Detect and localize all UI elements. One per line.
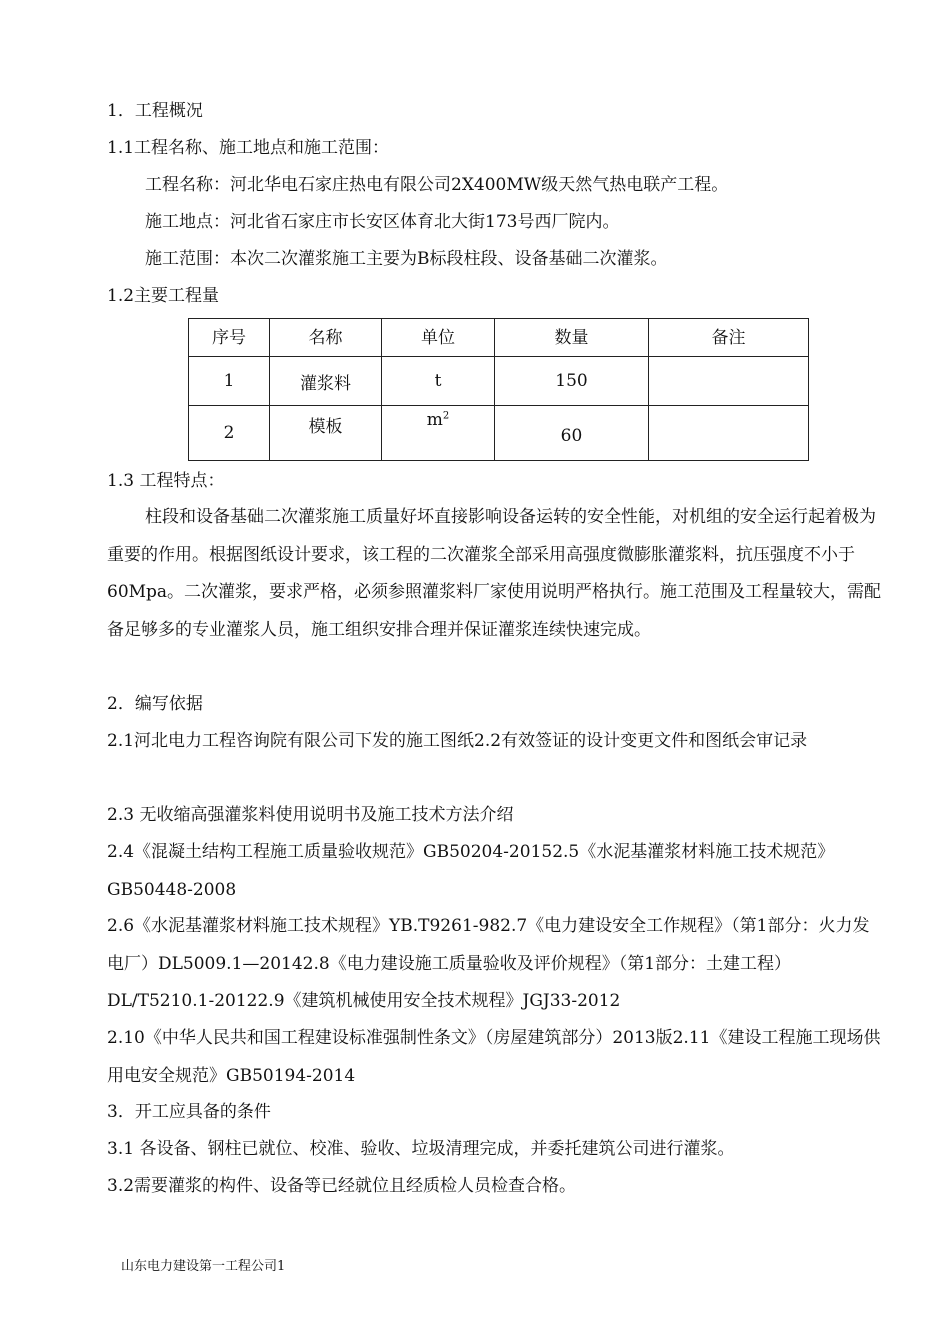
project-site: 施工地点：河北省石家庄市长安区体育北大街173号西厂院内。 <box>145 212 620 232</box>
table-row <box>189 406 809 461</box>
section-1-3-heading: 1.3 工程特点： <box>107 471 225 491</box>
table-header-row <box>189 319 809 357</box>
cell-note <box>649 406 809 461</box>
cell-name: 模板 <box>270 406 382 461</box>
section-2-heading: 2．编写依据 <box>107 694 203 714</box>
unit-text: t <box>434 371 442 391</box>
section-2-1-paragraph: 2.1河北电力工程咨询院有限公司下发的施工图纸2.2有效签证的设计变更文件和图纸会审记录 <box>107 731 808 751</box>
table-row <box>189 357 809 406</box>
header-no: 序号 <box>189 319 270 357</box>
cell-qty: 150 <box>495 357 649 406</box>
section-3-2-paragraph: 3.2需要灌浆的构件、设备等已经就位且经质检人员检查合格。 <box>107 1176 577 1196</box>
header-name: 名称 <box>270 319 382 357</box>
cell-note <box>649 357 809 406</box>
header-qty: 数量 <box>495 319 649 357</box>
project-name: 工程名称：河北华电石家庄热电有限公司2X400MW级天然气热电联产工程。 <box>145 175 729 195</box>
quantity-table <box>188 318 809 461</box>
page-footer: 山东电力建设第一工程公司1 <box>121 1259 286 1274</box>
unit-sup: 2 <box>442 410 450 422</box>
features-paragraph: 柱段和设备基础二次灌浆施工质量好坏直接影响设备运转的安全性能，对机组的安全运行起着极为重要的作用。根据图纸设计要求，该工程的二次灌浆全部采用高强度微膨胀灌浆料，抗压强度不小于60Mpa。二次灌浆，要求严格，必须参照灌浆料厂家使用说明严格执行。施工范围及工程量较大，需配备足够多的专业灌浆人员，施工组织安排合理并保证灌浆连续快速完成。 <box>107 507 882 640</box>
cell-no: 1 <box>189 357 270 406</box>
section-3-heading: 3．开工应具备的条件 <box>107 1102 271 1122</box>
section-2-4-paragraph: 2.4《混凝土结构工程施工质量验收规范》GB50204-20152.5《水泥基灌浆材料施工技术规范》GB50448-2008 <box>107 842 835 900</box>
section-2-3-paragraph: 2.3 无收缩高强灌浆料使用说明书及施工技术方法介绍 <box>107 805 514 825</box>
cell-unit <box>382 357 495 406</box>
section-1-2-heading: 1.2主要工程量 <box>107 286 220 306</box>
unit-text: m <box>426 410 443 430</box>
section-3-1-paragraph: 3.1 各设备、钢柱已就位、校准、验收、垃圾清理完成，并委托建筑公司进行灌浆。 <box>107 1139 735 1159</box>
cell-unit <box>382 406 495 461</box>
section-1-1-heading: 1.1工程名称、施工地点和施工范围： <box>107 138 390 158</box>
header-note: 备注 <box>649 319 809 357</box>
cell-name: 灌浆料 <box>270 357 382 406</box>
section-1-heading: 1．工程概况 <box>107 101 203 121</box>
section-2-6-paragraph: 2.6《水泥基灌浆材料施工技术规程》YB.T9261-982.7《电力建设安全工作规程》（第1部分：火力发电厂）DL5009.1—20142.8《电力建设施工质量验收及评价规程》（第1部分：土建工程）DL/T5210.1-20122.9《建筑机械使用安全技术规程》JGJ33-2012 <box>107 916 870 1011</box>
project-scope: 施工范围：本次二次灌浆施工主要为B标段柱段、设备基础二次灌浆。 <box>145 249 668 269</box>
cell-qty: 60 <box>495 406 649 461</box>
section-2-10-paragraph: 2.10《中华人民共和国工程建设标准强制性条文》（房屋建筑部分）2013版2.11《建设工程施工现场供用电安全规范》GB50194-2014 <box>107 1028 881 1086</box>
header-unit: 单位 <box>382 319 495 357</box>
cell-no: 2 <box>189 406 270 461</box>
